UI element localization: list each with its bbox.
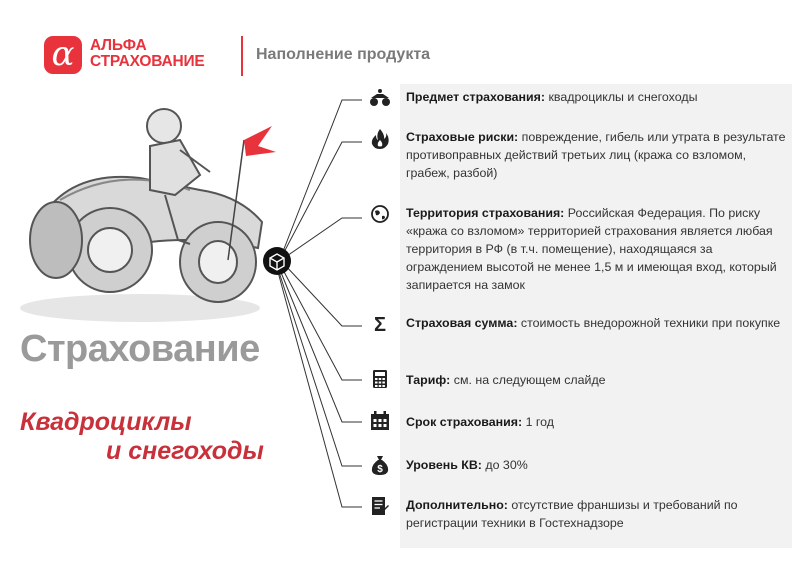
item-commission bbox=[406, 456, 788, 474]
sigma-icon: Σ bbox=[373, 314, 386, 336]
subtitle-line-2: и снегоходы bbox=[106, 437, 264, 465]
item-territory bbox=[406, 204, 788, 294]
item-text: 1 год bbox=[525, 415, 554, 429]
item-label: Уровень КВ: bbox=[406, 458, 482, 472]
item-text: стоимость внедорожной техники при покупке bbox=[520, 316, 781, 330]
atv-rider-illustration bbox=[20, 109, 276, 322]
item-text: квадроциклы и снегоходы bbox=[548, 90, 698, 104]
item-label: Тариф: bbox=[406, 373, 451, 387]
item-sum-insured bbox=[406, 314, 788, 332]
item-text: см. на следующем слайде bbox=[453, 373, 606, 387]
item-text: повреждение, гибель или утрата в результате противоправных действий третьих лиц (кража со взломом, грабеж, разбой) bbox=[406, 130, 786, 180]
svg-text:$: $ bbox=[377, 464, 383, 475]
item-label: Территория страхования: bbox=[406, 206, 565, 220]
logo-line-2: СТРАХОВАНИЕ bbox=[90, 53, 205, 70]
item-insured-risks bbox=[406, 128, 788, 182]
item-text: отсутствие франшизы и требований по регистрации техники в Гостехнадзоре bbox=[406, 498, 738, 530]
item-label: Предмет страхования: bbox=[406, 90, 546, 104]
item-label: Страховая сумма: bbox=[406, 316, 518, 330]
item-label: Страховые риски: bbox=[406, 130, 519, 144]
headline-insurance: Страхование bbox=[20, 328, 260, 370]
connector-lines bbox=[278, 100, 362, 507]
logo-line-1: АЛЬФА bbox=[90, 37, 147, 54]
item-text: Российская Федерация. По риску «кража со взломом» территорией страхования является любая территория в РФ (в т.ч. помещение), находящаяся за ограждением высотой не менее 1,5 м и имеющая вход, который запирается на замок bbox=[406, 206, 777, 292]
item-term bbox=[406, 413, 788, 431]
page-title: Наполнение продукта bbox=[256, 46, 431, 63]
logo-mark: α bbox=[44, 36, 82, 74]
product-subtitle bbox=[20, 408, 264, 466]
globe-icon bbox=[368, 204, 392, 226]
calculator-icon bbox=[368, 369, 392, 391]
document-icon bbox=[368, 496, 392, 518]
item-label: Срок страхования: bbox=[406, 415, 523, 429]
atv-icon bbox=[368, 88, 392, 110]
item-text: до 30% bbox=[485, 458, 528, 472]
fire-icon bbox=[368, 128, 392, 150]
subtitle-line-1: Квадроциклы bbox=[20, 408, 192, 436]
item-additional bbox=[406, 496, 788, 532]
item-label: Дополнительно: bbox=[406, 498, 508, 512]
money-bag-icon bbox=[368, 454, 392, 476]
calendar-icon bbox=[368, 411, 392, 433]
item-tariff bbox=[406, 371, 788, 389]
item-insured-object bbox=[406, 88, 788, 106]
